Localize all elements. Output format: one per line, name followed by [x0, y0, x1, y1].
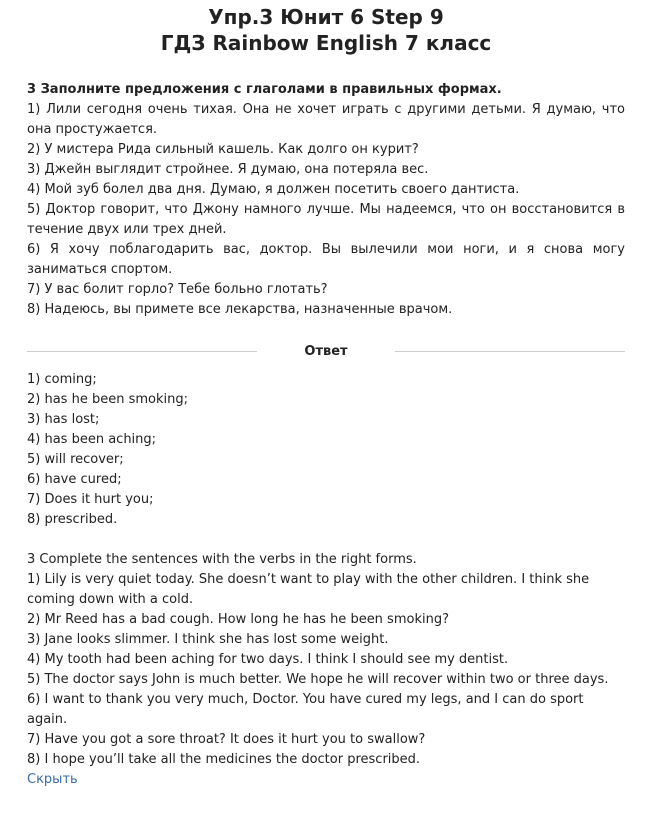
task-item: 2) У мистера Рида сильный кашель. Как долго он курит?	[27, 142, 419, 157]
page-title	[0, 0, 652, 56]
divider-rule-right	[395, 351, 625, 352]
english-heading: 3 Complete the sentences with the verbs in the right forms.	[27, 552, 417, 567]
spacer	[27, 530, 625, 550]
english-item: 7) Have you got a sore throat? It does it hurt you to swallow?	[27, 732, 426, 747]
task-heading: 3 Заполните предложения с глаголами в правильных формах.	[27, 82, 502, 97]
english-item: 8) I hope you’ll take all the medicines the doctor prescribed.	[27, 752, 421, 767]
answer-item: 6) have cured;	[27, 472, 122, 487]
hide-answer-link[interactable]: Скрыть	[27, 772, 78, 787]
content	[0, 80, 652, 790]
task-item: 5) Доктор говорит, что Джону намного лучше. Мы надеемся, что он восстановится в течение двух или трех дней.	[27, 202, 625, 237]
english-section	[27, 550, 625, 770]
task-item: 7) У вас болит горло? Тебе больно глотать?	[27, 282, 328, 297]
english-item: 5) The doctor says John is much better. We hope he will recover within two or three days.	[27, 672, 609, 687]
divider-rule-left	[27, 351, 257, 352]
answer-item: 3) has lost;	[27, 412, 100, 427]
task-item: 6) Я хочу поблагодарить вас, доктор. Вы вылечили мои ноги, и я снова могу заниматься спортом.	[27, 242, 625, 277]
english-item: 2) Mr Reed has a bad cough. How long he has he been smoking?	[27, 612, 449, 627]
task-item: 8) Надеюсь, вы примете все лекарства, назначенные врачом.	[27, 302, 453, 317]
answer-item: 8) prescribed.	[27, 512, 118, 527]
answer-list	[27, 370, 625, 530]
title-line-2: ГДЗ Rainbow English 7 класс	[160, 31, 492, 55]
answer-divider	[27, 342, 625, 362]
task-list	[27, 100, 625, 320]
task-item: 3) Джейн выглядит стройнее. Я думаю, она потеряла вес.	[27, 162, 429, 177]
title-line-1: Упр.3 Юнит 6 Step 9	[208, 5, 444, 29]
task-item: 1) Лили сегодня очень тихая. Она не хочет играть с другими детьми. Я думаю, что она простужается.	[27, 102, 625, 137]
answer-item: 2) has he been smoking;	[27, 392, 188, 407]
task-item: 4) Мой зуб болел два дня. Думаю, я должен посетить своего дантиста.	[27, 182, 520, 197]
english-item: 6) I want to thank you very much, Doctor. You have cured my legs, and I can do sport again.	[27, 692, 584, 727]
answer-item: 5) will recover;	[27, 452, 124, 467]
answer-item: 4) has been aching;	[27, 432, 157, 447]
answer-label: Ответ	[294, 342, 357, 362]
english-item: 1) Lily is very quiet today. She doesn’t want to play with the other children. I think she coming down with a cold.	[27, 572, 590, 607]
english-item: 4) My tooth had been aching for two days. I think I should see my dentist.	[27, 652, 509, 667]
answer-item: 7) Does it hurt you;	[27, 492, 154, 507]
english-item: 3) Jane looks slimmer. I think she has lost some weight.	[27, 632, 389, 647]
answer-item: 1) coming;	[27, 372, 97, 387]
